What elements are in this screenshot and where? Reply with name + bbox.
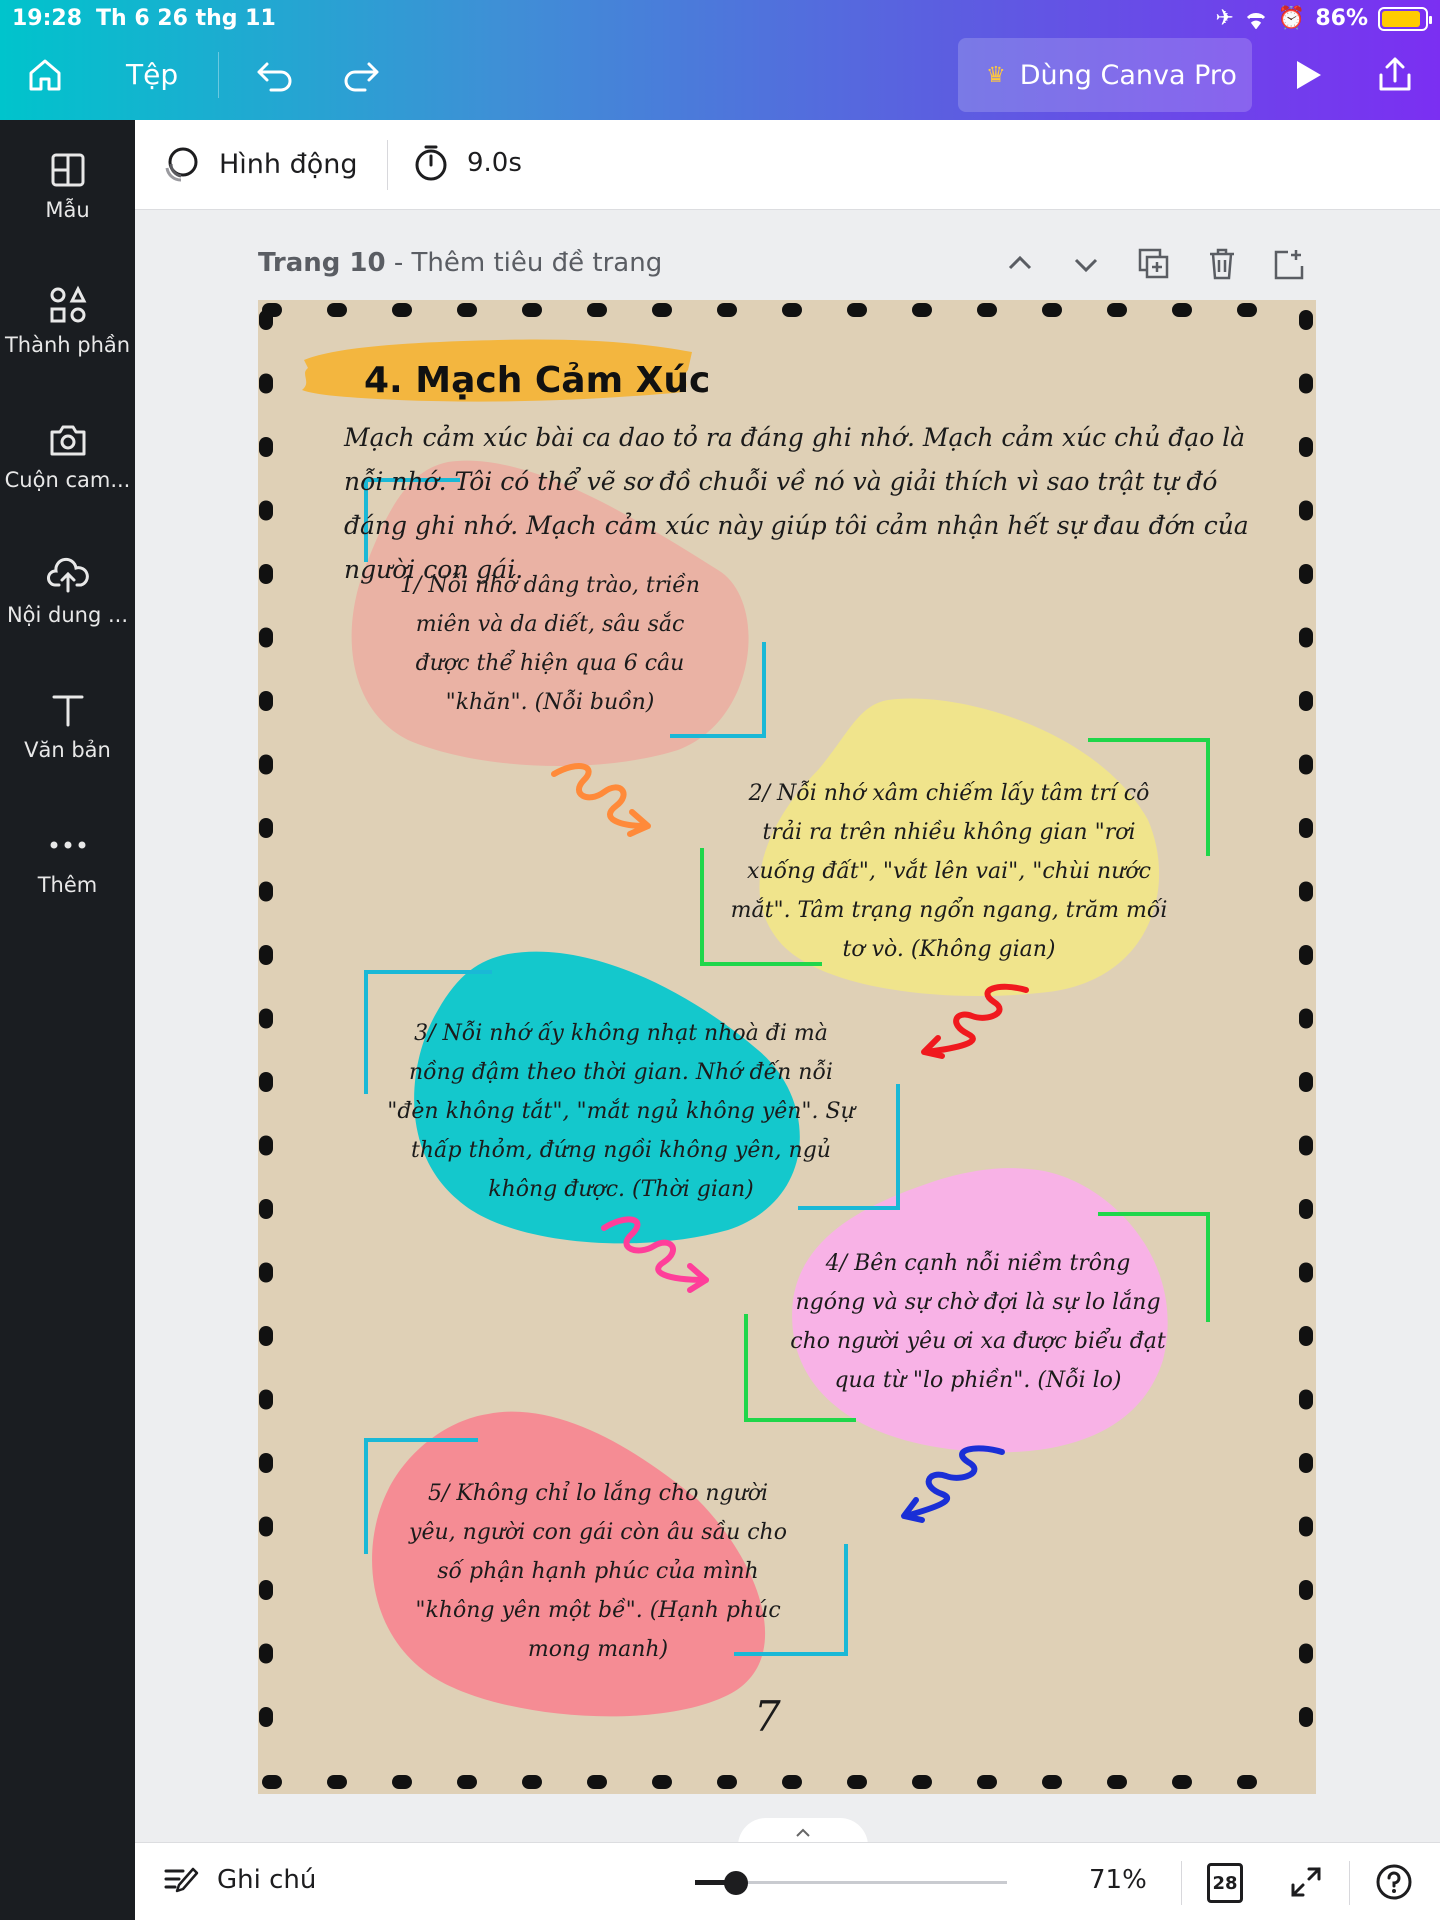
sidebar-item-label: Cuộn cam...	[4, 468, 131, 492]
canva-pro-button[interactable]	[958, 38, 1252, 112]
sidebar-item-label: Thành phần	[4, 333, 131, 357]
border-dot	[977, 1775, 997, 1789]
arrow-2-red	[924, 987, 1026, 1056]
page-grid-button[interactable]	[1207, 1863, 1243, 1903]
bottom-divider	[1349, 1861, 1350, 1905]
border-dot	[1299, 1580, 1313, 1600]
intro-paragraph[interactable]: Mạch cảm xúc bài ca dao tỏ ra đáng ghi nhớ. Mạch cảm xúc chủ đạo là nỗi nhớ. Tôi có thể vẽ sơ đồ chuỗi về nó và giải thích vì sao trật tự đó đáng ghi nhớ. Mạch cảm xúc này giúp tôi cảm nhận hết sự đau đớn của người con gái.	[344, 423, 1249, 584]
animate-icon	[161, 144, 201, 184]
sidebar-item-label: Nội dung ...	[6, 603, 129, 627]
redo-icon[interactable]	[336, 50, 386, 100]
zoom-level[interactable]: 71%	[1089, 1865, 1147, 1895]
duplicate-page-icon[interactable]	[1136, 246, 1172, 282]
battery-percent: 86%	[1315, 6, 1368, 31]
border-dot	[1237, 1775, 1257, 1789]
sidebar-item-text[interactable]	[0, 688, 135, 762]
arrow-4-blue	[904, 1448, 1002, 1520]
border-dot	[259, 628, 273, 648]
border-dot	[1042, 1775, 1062, 1789]
animate-label: Hình động	[219, 148, 358, 180]
border-dot	[259, 1453, 273, 1473]
border-dot	[259, 691, 273, 711]
animate-button[interactable]	[161, 144, 358, 184]
border-dot	[1299, 691, 1313, 711]
border-dot	[1172, 303, 1192, 317]
wifi-icon	[1244, 9, 1268, 29]
zoom-slider-handle[interactable]	[724, 1871, 748, 1895]
share-icon[interactable]	[1370, 50, 1420, 100]
border-dot	[587, 1775, 607, 1789]
border-dot	[259, 1390, 273, 1410]
border-dot	[847, 1775, 867, 1789]
home-icon[interactable]	[20, 50, 70, 100]
page-title-placeholder[interactable]: Thêm tiêu đề trang	[411, 248, 663, 278]
border-dot	[259, 564, 273, 584]
border-dot	[1299, 1644, 1313, 1664]
border-dot	[1299, 1199, 1313, 1219]
border-dot	[782, 1775, 802, 1789]
file-menu[interactable]: Tệp	[126, 58, 179, 91]
chevron-up-icon	[793, 1826, 813, 1840]
border-dot	[1042, 303, 1062, 317]
status-time: 19:28	[12, 6, 83, 31]
bubble-2-text[interactable]: 2/ Nỗi nhớ xâm chiếm lấy tâm trí cô trải ra trên nhiều không gian "rơi xuống đất", "vắt lên vai", "chùi nước mắt". Tâm trạng ngổn ngang, trăm mối tơ vò. (Không gian)	[730, 781, 1168, 962]
border-dot	[259, 1326, 273, 1346]
status-date: Th 6 26 thg 11	[96, 6, 276, 31]
border-dot	[1299, 1517, 1313, 1537]
border-dot	[1299, 501, 1313, 521]
battery-icon	[1378, 7, 1428, 31]
help-icon[interactable]	[1375, 1863, 1413, 1901]
duration-button[interactable]	[413, 144, 522, 182]
border-dot	[912, 303, 932, 317]
camera-roll-icon	[0, 418, 135, 462]
border-dot	[259, 882, 273, 902]
border-dot	[1299, 818, 1313, 838]
delete-page-icon[interactable]	[1204, 246, 1240, 282]
airplane-icon: ✈	[1215, 6, 1234, 31]
canva-pro-label: Dùng Canva Pro	[1019, 59, 1237, 91]
notes-button[interactable]	[163, 1863, 316, 1897]
sidebar-item-label: Thêm	[37, 873, 98, 897]
border-dot	[1299, 1072, 1313, 1092]
undo-icon[interactable]	[250, 50, 300, 100]
border-dot	[1299, 1263, 1313, 1283]
sidebar-item-elements[interactable]	[0, 283, 135, 357]
arrow-1-orange	[554, 766, 648, 834]
border-dot	[259, 374, 273, 394]
border-dot	[652, 1775, 672, 1789]
notes-label: Ghi chú	[217, 1865, 317, 1895]
border-dot	[1299, 374, 1313, 394]
border-dot	[327, 303, 347, 317]
border-dot	[1299, 882, 1313, 902]
border-dot	[392, 1775, 412, 1789]
bubble-5-text[interactable]: 5/ Không chỉ lo lắng cho người yêu, người con gái còn âu sầu cho số phận hạnh phúc của mình "không yên một bề". (Hạnh phúc mong manh)	[409, 1481, 787, 1662]
border-dot	[522, 303, 542, 317]
border-dot	[1299, 1326, 1313, 1346]
border-dot	[259, 1136, 273, 1156]
border-dot	[259, 1072, 273, 1092]
border-dot	[1299, 1009, 1313, 1029]
border-dot	[1299, 1390, 1313, 1410]
border-dot	[717, 1775, 737, 1789]
border-dot	[262, 1775, 282, 1789]
border-dot	[1299, 1453, 1313, 1473]
border-dot	[717, 303, 737, 317]
border-dot	[1299, 1707, 1313, 1727]
bubble-3-text[interactable]: 3/ Nỗi nhớ ấy không nhạt nhoà đi mà nồng đậm theo thời gian. Nhớ đến nỗi "đèn không tắt", "mắt ngủ không yên". Sự thấp thỏm, đứng ngồi không yên, ngủ không được. (Thời gian)	[387, 1021, 855, 1202]
border-dot	[259, 818, 273, 838]
border-dot	[1237, 303, 1257, 317]
border-dot	[259, 310, 273, 330]
design-page[interactable]	[258, 300, 1316, 1794]
notes-icon	[163, 1863, 199, 1897]
upload-icon	[0, 553, 135, 597]
status-right	[1215, 6, 1428, 31]
text-icon	[0, 688, 135, 732]
toolbar-divider	[218, 52, 219, 98]
bottom-bar	[135, 1842, 1440, 1920]
sidebar-item-uploads[interactable]	[0, 553, 135, 627]
status-bar	[12, 6, 1428, 36]
border-dot	[259, 1517, 273, 1537]
page-number[interactable]: 7	[754, 1692, 781, 1741]
page-title-bar[interactable]: Trang 10 - Thêm tiêu đề trang	[258, 248, 663, 278]
border-dot	[652, 303, 672, 317]
page-label: Trang 10	[258, 248, 386, 278]
sidebar-item-more[interactable]	[0, 823, 135, 897]
alarm-icon: ⏰	[1277, 6, 1306, 31]
border-dot	[1107, 1775, 1127, 1789]
sidebar-item-templates[interactable]	[0, 148, 135, 222]
bubble-4-text[interactable]: 4/ Bên cạnh nỗi niềm trông ngóng và sự chờ đợi là sự lo lắng cho người yêu ơi xa được biểu đạt qua từ "lo phiền". (Nỗi lo)	[790, 1251, 1166, 1393]
border-dot	[782, 303, 802, 317]
border-dot	[259, 1263, 273, 1283]
border-dot	[847, 303, 867, 317]
border-dot	[977, 303, 997, 317]
border-dot	[259, 1707, 273, 1727]
border-dot	[259, 501, 273, 521]
border-dot	[1299, 945, 1313, 965]
border-dot	[327, 1775, 347, 1789]
play-icon[interactable]	[1282, 50, 1332, 100]
border-dot	[522, 1775, 542, 1789]
border-dot	[259, 1644, 273, 1664]
border-dot	[1299, 564, 1313, 584]
crown-icon: ♛	[986, 62, 1006, 88]
border-dot	[259, 1580, 273, 1600]
border-dot	[1299, 437, 1313, 457]
border-dot	[259, 755, 273, 775]
border-dot	[912, 1775, 932, 1789]
border-dot	[1299, 628, 1313, 648]
elements-icon	[0, 283, 135, 327]
timer-icon	[413, 144, 449, 182]
toolbar-divider	[387, 140, 388, 190]
border-dot	[259, 945, 273, 965]
add-page-icon[interactable]	[1272, 246, 1308, 282]
left-sidebar	[0, 120, 135, 1920]
border-dot	[259, 1009, 273, 1029]
border-dot	[1299, 310, 1313, 330]
chevron-down-icon[interactable]	[1068, 246, 1104, 282]
editor-toolbar	[135, 120, 1440, 210]
bottom-divider	[1181, 1861, 1182, 1905]
border-dot	[259, 437, 273, 457]
border-dot	[392, 303, 412, 317]
border-dot	[587, 303, 607, 317]
page-heading[interactable]: 4. Mạch Cảm Xúc	[364, 360, 711, 401]
sidebar-item-camera-roll[interactable]	[0, 418, 135, 492]
border-dot	[1107, 303, 1127, 317]
bubble-1-text[interactable]: 1/ Nỗi nhớ dâng trào, triền miên và da diết, sâu sắc được thể hiện qua 6 câu "khăn". (Nỗi buồn)	[400, 573, 700, 715]
fullscreen-icon[interactable]	[1289, 1865, 1323, 1899]
chevron-up-icon[interactable]	[1002, 246, 1038, 282]
page-count: 28	[1212, 1872, 1238, 1894]
border-dot	[1299, 1136, 1313, 1156]
more-icon	[0, 823, 135, 867]
border-dot	[1299, 755, 1313, 775]
border-dot	[259, 1199, 273, 1219]
border-dot	[1172, 1775, 1192, 1789]
templates-icon	[0, 148, 135, 192]
border-dot	[457, 303, 477, 317]
sidebar-item-label: Mẫu	[45, 198, 90, 222]
border-dot	[457, 1775, 477, 1789]
duration-label: 9.0s	[467, 148, 522, 178]
sidebar-item-label: Văn bản	[24, 738, 111, 762]
top-bar	[0, 0, 1440, 120]
